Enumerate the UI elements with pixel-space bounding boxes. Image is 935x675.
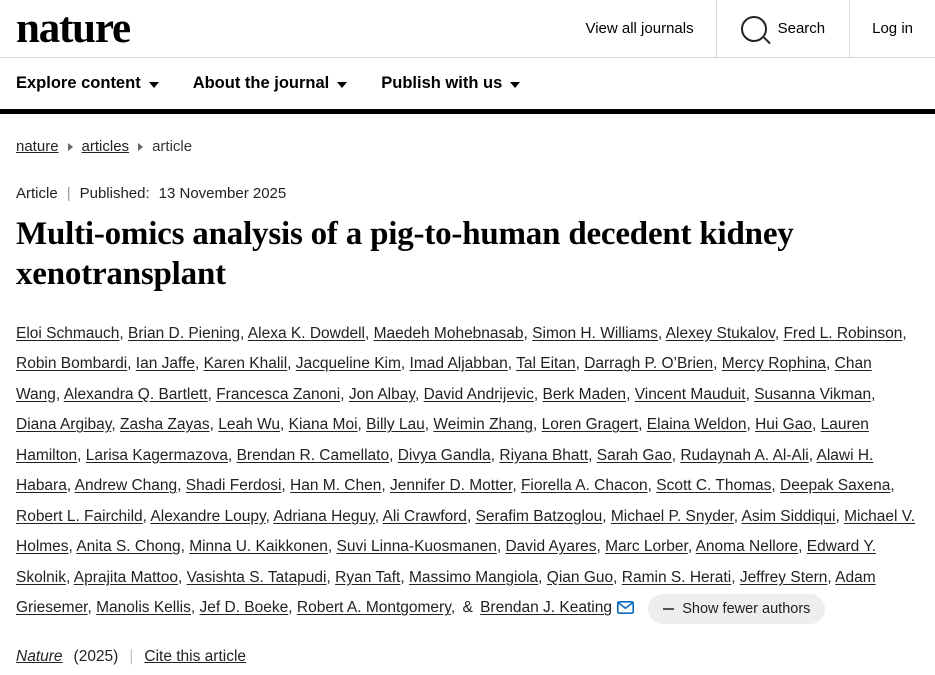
author-link[interactable]: Alawi H. Habara <box>16 446 874 495</box>
author-link[interactable]: Alexandra Q. Bartlett <box>63 385 208 403</box>
author-separator: , <box>811 416 821 434</box>
author-separator: , <box>68 538 77 556</box>
page-title: Multi-omics analysis of a pig-to-human decedent kidney xenotransplant <box>16 216 794 293</box>
author-link[interactable]: Diana Argibay <box>16 416 112 434</box>
author-link[interactable]: Michael P. Snyder <box>610 507 734 525</box>
author-separator: , <box>890 477 895 495</box>
author-separator: , <box>340 385 349 403</box>
author-separator: , <box>424 416 434 434</box>
author-separator: , <box>364 324 374 342</box>
author-separator: , <box>538 568 547 586</box>
author-link[interactable]: Robert L. Fairchild <box>16 507 143 525</box>
author-list <box>16 319 919 626</box>
search-button[interactable] <box>716 0 851 57</box>
author-separator: , <box>265 507 274 525</box>
login-link[interactable]: Log in <box>872 20 913 37</box>
author-separator: , <box>66 477 75 495</box>
author-separator: , <box>389 446 398 464</box>
author-link[interactable]: Alexey Stukalov <box>665 324 775 342</box>
author-link[interactable]: Kiana Moi <box>288 416 358 434</box>
author-link[interactable]: Robert A. Montgomery <box>296 599 451 617</box>
nature-wordmark: nature <box>16 5 130 52</box>
author-link[interactable]: Asim Siddiqui <box>741 507 836 525</box>
author-link[interactable]: Scott C. Thomas <box>656 477 772 495</box>
author-link[interactable]: Chan Wang <box>16 355 872 403</box>
nav-label: About the journal <box>192 74 330 92</box>
author-link[interactable]: Edward Y. Skolnik <box>16 538 876 586</box>
author-link[interactable]: Han M. Chen <box>290 477 382 495</box>
author-separator: , <box>400 355 410 373</box>
author-link[interactable]: Francesca Zanoni <box>216 385 341 403</box>
cite-this-article-button[interactable]: Cite this article <box>144 647 247 665</box>
chevron-right-icon <box>138 143 143 151</box>
meta-divider: | <box>66 185 71 202</box>
author-link[interactable]: Robin Bombardi <box>16 355 128 373</box>
author-separator: , <box>827 568 836 586</box>
author-separator: , <box>523 324 533 342</box>
author-link[interactable]: Shadi Ferdosi <box>185 477 282 495</box>
author-link[interactable]: Billy Lau <box>366 416 425 434</box>
author-link[interactable]: Andrew Chang <box>74 477 178 495</box>
author-separator: , <box>194 355 204 373</box>
view-all-journals-link[interactable]: View all journals <box>585 20 694 37</box>
author-separator: , <box>687 538 696 556</box>
author-link[interactable]: Lauren Hamilton <box>16 416 869 464</box>
author-link[interactable]: Elaina Weldon <box>646 416 747 434</box>
author-link[interactable]: David Ayares <box>505 538 597 556</box>
author-separator: , <box>533 385 543 403</box>
author-link[interactable]: Weimin Zhang <box>433 416 534 434</box>
author-link[interactable]: Tal Eitan <box>516 355 576 373</box>
author-link[interactable]: Eloi Schmauch <box>16 324 120 342</box>
search-label: Search <box>777 20 826 37</box>
author-separator: , <box>357 416 367 434</box>
author-separator: , <box>466 507 476 525</box>
author-separator: , <box>835 507 845 525</box>
primary-nav <box>0 58 935 114</box>
author-separator: , <box>287 355 296 373</box>
author-link[interactable]: Marc Lorber <box>605 538 688 556</box>
author-separator: , <box>771 477 781 495</box>
author-separator: , <box>507 355 517 373</box>
author-link[interactable]: Fred L. Robinson <box>783 324 903 342</box>
author-separator: , <box>180 538 190 556</box>
author-separator: , <box>638 416 647 434</box>
nature-logo-link[interactable] <box>0 0 563 57</box>
author-link[interactable]: Ramin S. Herati <box>621 568 732 586</box>
author-separator: , <box>177 568 187 586</box>
published-date: 13 November 2025 <box>158 185 287 202</box>
author-separator: , <box>533 416 542 434</box>
author-link[interactable]: Maedeh Mohebnasab <box>373 324 524 342</box>
author-separator: , <box>746 416 756 434</box>
author-link[interactable]: Adriana Heguy <box>273 507 375 525</box>
author-link[interactable]: Vincent Mauduit <box>634 385 746 403</box>
author-separator: , <box>207 385 217 403</box>
author-separator: , <box>209 416 219 434</box>
author-link[interactable]: Michael V. Holmes <box>16 507 916 556</box>
author-link[interactable]: Jennifer D. Motter <box>390 477 513 495</box>
chevron-down-icon <box>510 82 520 88</box>
author-separator: , <box>713 355 722 373</box>
author-link[interactable]: Alexa K. Dowdell <box>247 324 365 342</box>
author-separator: , <box>414 385 424 403</box>
author-separator: , <box>602 507 611 525</box>
author-link[interactable]: Jeffrey Stern <box>739 568 828 586</box>
chevron-right-icon <box>68 143 73 151</box>
author-separator: , <box>731 568 740 586</box>
show-fewer-label: Show fewer authors <box>682 601 811 618</box>
author-separator: , <box>671 446 681 464</box>
author-separator: , <box>327 538 337 556</box>
author-link[interactable]: Anita S. Chong <box>76 538 181 556</box>
article-header <box>0 185 935 666</box>
nav-item-publish-with-us[interactable] <box>381 74 520 93</box>
author-separator: , <box>774 324 784 342</box>
author-separator: , <box>808 446 817 464</box>
author-link[interactable]: Jon Albay <box>348 385 415 403</box>
nav-label: Explore content <box>16 74 141 92</box>
citation-divider: | <box>129 647 134 665</box>
author-separator: , <box>127 355 136 373</box>
author-separator: , <box>733 507 742 525</box>
author-separator: , <box>826 355 835 373</box>
author-link[interactable]: Ryan Taft <box>335 568 401 586</box>
author-separator: , <box>450 599 460 617</box>
author-link[interactable]: Adam Griesemer <box>16 568 876 617</box>
breadcrumb-item-article: article <box>152 138 193 155</box>
corresponding-author-link[interactable]: Brendan J. Keating <box>480 599 612 617</box>
author-separator: , <box>902 324 907 342</box>
nav-item-explore-content[interactable] <box>16 74 159 93</box>
chevron-down-icon <box>149 82 159 88</box>
masthead-actions <box>563 0 935 57</box>
author-separator: , <box>745 385 755 403</box>
author-separator: , <box>613 568 622 586</box>
author-separator: , <box>400 568 409 586</box>
author-separator: , <box>374 507 383 525</box>
author-separator: , <box>190 599 200 617</box>
author-link[interactable]: Brendan R. Camellato <box>236 446 390 464</box>
author-ampersand: & <box>462 599 478 617</box>
author-separator: , <box>657 324 666 342</box>
author-link[interactable]: Karen Khalil <box>203 355 288 373</box>
show-fewer-authors-button[interactable] <box>648 594 825 624</box>
author-link[interactable]: Sarah Gao <box>596 446 672 464</box>
author-link[interactable]: Deepak Saxena <box>780 477 891 495</box>
author-separator: , <box>490 446 500 464</box>
mail-icon[interactable] <box>617 595 634 626</box>
author-link[interactable]: Minna U. Kaikkonen <box>189 538 328 556</box>
breadcrumb-item-nature[interactable]: nature <box>16 138 59 155</box>
author-separator: , <box>279 416 289 434</box>
author-separator: , <box>87 599 97 617</box>
author-separator: , <box>596 538 606 556</box>
article-type: Article <box>16 185 58 202</box>
author-separator: , <box>65 568 74 586</box>
author-separator: , <box>647 477 657 495</box>
author-separator: , <box>326 568 336 586</box>
author-link[interactable]: Berk Maden <box>542 385 627 403</box>
breadcrumb <box>0 114 935 155</box>
author-separator: , <box>77 446 86 464</box>
author-link[interactable]: Mercy Rophina <box>721 355 827 373</box>
nav-label: Publish with us <box>381 74 503 92</box>
site-masthead <box>0 0 935 58</box>
published-prefix: Published: <box>79 185 150 202</box>
author-link[interactable]: Ali Crawford <box>382 507 467 525</box>
author-link[interactable]: Serafim Batzoglou <box>475 507 603 525</box>
author-link[interactable]: Vasishta S. Tatapudi <box>186 568 327 586</box>
journal-year: (2025) <box>73 647 119 665</box>
author-link[interactable]: Qian Guo <box>546 568 614 586</box>
breadcrumb-item-articles[interactable]: articles <box>81 138 130 155</box>
author-separator: , <box>177 477 186 495</box>
article-meta <box>16 185 919 202</box>
author-separator: , <box>111 416 120 434</box>
journal-citation <box>16 648 919 666</box>
author-link[interactable]: Suvi Linna-Kuosmanen <box>336 538 497 556</box>
chevron-down-icon <box>337 82 347 88</box>
author-link[interactable]: Alexandre Loupy <box>150 507 266 525</box>
author-link[interactable]: Divya Gandla <box>397 446 491 464</box>
author-link[interactable]: Fiorella A. Chacon <box>520 477 648 495</box>
author-link[interactable]: Riyana Bhatt <box>499 446 589 464</box>
author-link[interactable]: Aprajita Mattoo <box>73 568 178 586</box>
author-link[interactable]: Rudaynah A. Al-Ali <box>680 446 809 464</box>
author-link[interactable]: Hui Gao <box>755 416 812 434</box>
author-separator: , <box>575 355 585 373</box>
author-separator: , <box>798 538 807 556</box>
author-link[interactable]: Manolis Kellis <box>96 599 191 617</box>
author-link[interactable]: Brian D. Piening <box>128 324 241 342</box>
author-link[interactable]: Jacqueline Kim <box>295 355 401 373</box>
author-link[interactable]: Susanna Vikman <box>754 385 872 403</box>
author-link[interactable]: Loren Gragert <box>541 416 639 434</box>
author-separator: , <box>871 385 876 403</box>
minus-icon <box>663 608 674 610</box>
author-separator: , <box>588 446 597 464</box>
author-link[interactable]: Darragh P. O’Brien <box>584 355 714 373</box>
author-link[interactable]: Larisa Kagermazova <box>85 446 228 464</box>
author-separator: , <box>227 446 237 464</box>
author-link[interactable]: Simon H. Williams <box>532 324 658 342</box>
author-link[interactable]: Anoma Nellore <box>695 538 799 556</box>
author-link[interactable]: Massimo Mangiola <box>408 568 539 586</box>
author-separator: , <box>496 538 506 556</box>
author-separator: , <box>381 477 390 495</box>
author-separator: , <box>626 385 635 403</box>
journal-name-link[interactable]: Nature <box>16 647 63 665</box>
author-link[interactable]: Zasha Zayas <box>119 416 210 434</box>
author-separator: , <box>55 385 64 403</box>
author-separator: , <box>281 477 291 495</box>
author-link[interactable]: Imad Aljabban <box>409 355 508 373</box>
author-link[interactable]: David Andrijevic <box>423 385 534 403</box>
author-separator: , <box>512 477 521 495</box>
search-icon <box>741 16 767 42</box>
author-separator: , <box>240 324 248 342</box>
author-separator: , <box>288 599 297 617</box>
author-separator: , <box>142 507 151 525</box>
author-separator: , <box>119 324 129 342</box>
nav-item-about-the-journal[interactable] <box>193 74 348 93</box>
author-link[interactable]: Jef D. Boeke <box>199 599 289 617</box>
author-link[interactable]: Leah Wu <box>218 416 280 434</box>
author-link[interactable]: Ian Jaffe <box>135 355 195 373</box>
